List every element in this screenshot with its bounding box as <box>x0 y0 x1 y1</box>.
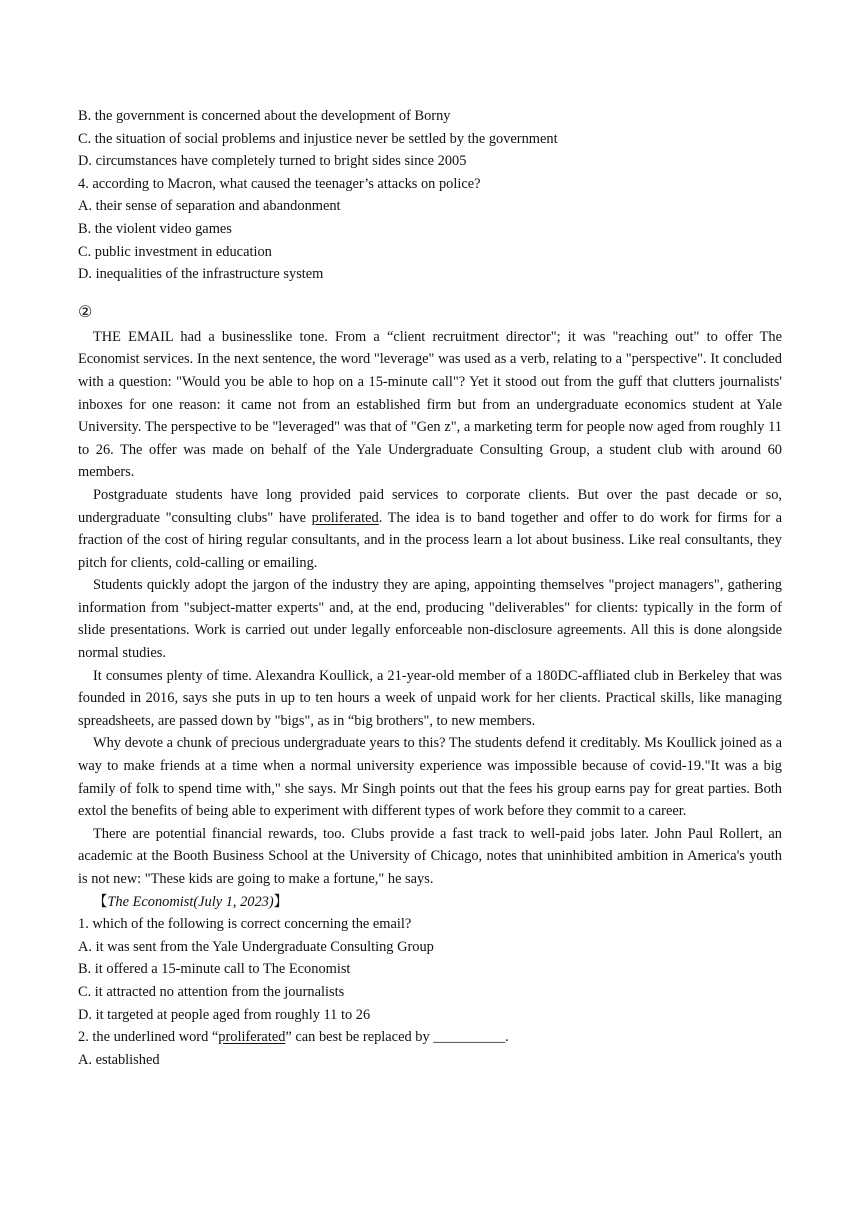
option-a: A. their sense of separation and abandonment <box>78 198 341 215</box>
option-a: A. it was sent from the Yale Undergraduate Consulting Group <box>78 938 434 955</box>
question-text: 1. which of the following is correct concerning the email? <box>78 916 412 933</box>
page-content <box>78 105 782 1071</box>
option-c: C. public investment in education <box>78 243 272 260</box>
question-text-start: 2. the underlined word “ <box>78 1029 219 1046</box>
paragraph-3: Students quickly adopt the jargon of the industry they are aping, appointing themselves "project managers", gathering information from "subject-matter experts" and, at the end, producing "deliverables" for clients: typically in the form of slide presentations. Work is carried out under legally enforceable non-disclosure agreements. All this is done alongside normal studies. <box>78 577 782 662</box>
option-b: B. the violent video games <box>78 220 232 237</box>
bracket-close: 】 <box>273 893 289 910</box>
source-citation <box>78 891 782 914</box>
option-d: D. it targeted at people aged from roughly 11 to 26 <box>78 1006 371 1023</box>
source-title: The Economist(July 1, 2023) <box>107 893 274 910</box>
paragraph-2-end: . The idea is to band together and offer to do work for firms for a fraction of the cost of hiring regular consultants, and in the process learn a lot about business. Like real consultants, they pitch for clients, cold-calling or emailing. <box>78 509 782 571</box>
reading-passage <box>78 326 782 891</box>
option-a: A. established <box>78 1051 160 1068</box>
previous-question-options <box>78 105 782 173</box>
option-b: B. the government is concerned about the development of Borny <box>78 108 451 124</box>
option-d: D. circumstances have completely turned to bright sides since 2005 <box>78 153 467 170</box>
question-text: 4. according to Macron, what caused the teenager’s attacks on police? <box>78 175 481 192</box>
question-2 <box>78 1026 782 1071</box>
underlined-word: proliferated <box>218 1029 286 1046</box>
paragraph-4: It consumes plenty of time. Alexandra Koullick, a 21-year-old member of a 180DC-affliated club in Berkeley that was founded in 2016, says she puts in up to ten hours a week of unpaid work for her clients. Practical skills, like managing spreadsheets, are passed down by "bigs", as in “big brothers", to new members. <box>78 667 782 729</box>
bracket-open: 【 <box>93 893 108 910</box>
option-c: C. it attracted no attention from the journalists <box>78 983 345 1000</box>
option-d: D. inequalities of the infrastructure system <box>78 266 324 283</box>
paragraph-5: Why devote a chunk of precious undergraduate years to this? The students defend it creditably. Ms Koullick joined as a way to make friends at a time when a normal university experience was impossible because of covid-19."It was a big family of folk to spend time with," she says. Mr Singh points out that the fees his group earns pay for great parties. Both extol the benefits of being able to experiment with different types of work before they commit to a career. <box>78 735 782 820</box>
section-number: ② <box>78 303 93 321</box>
question-text-end: ” can best be replaced by __________. <box>285 1029 509 1046</box>
question-text <box>78 1026 782 1049</box>
question-1 <box>78 913 782 1026</box>
option-c: C. the situation of social problems and injustice never be settled by the government <box>78 130 558 147</box>
underlined-word: proliferated <box>311 509 379 526</box>
paragraph-6: There are potential financial rewards, too. Clubs provide a fast track to well-paid jobs later. John Paul Rollert, an academic at the Booth Business School at the University of Chicago, notes that uninhibited ambition in America's youth is not new: "These kids are going to make a fortune," he says. <box>78 825 782 887</box>
paragraph-2 <box>78 484 782 574</box>
question-4 <box>78 173 782 286</box>
paragraph-1: THE EMAIL had a businesslike tone. From a “client recruitment director"; it was "reaching out" to offer The Economist services. In the next sentence, the word "leverage" was used as a verb, relating to a "perspective". It concluded with a question: "Would you be able to hop on a 15-minute call"? Yet it stood out from the guff that clutters journalists' inboxes for one reason: it came not from an established firm but from an undergraduate economics student at Yale University. The perspective to be "leveraged" was that of "Gen z", a marketing term for people now aged from roughly 11 to 26. The offer was made on behalf of the Yale Undergraduate Consulting Group, a student club with around 60 members. <box>78 328 782 481</box>
option-b: B. it offered a 15-minute call to The Economist <box>78 961 351 978</box>
paragraph-2-start: Postgraduate students have long provided paid services to corporate clients. But over the past decade or so, undergraduate "consulting clubs" have <box>78 486 782 526</box>
